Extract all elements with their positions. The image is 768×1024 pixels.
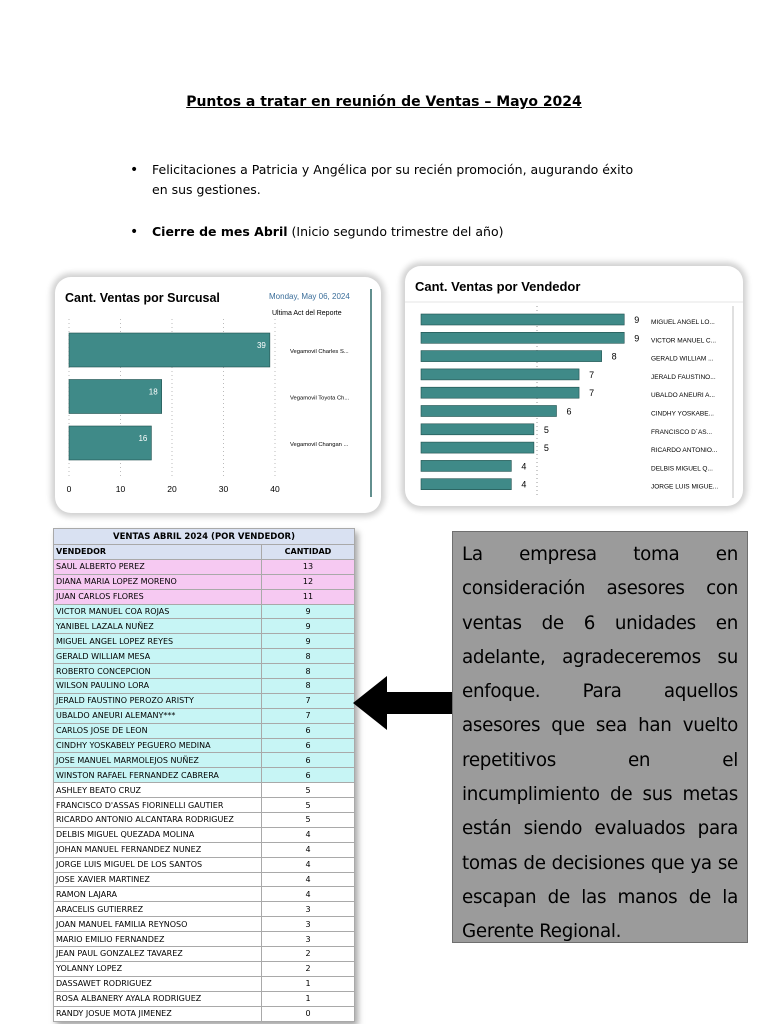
report-update-label: Ultima Act del Reporte: [272, 310, 342, 317]
seller-name-cell: JUAN CARLOS FLORES: [54, 589, 262, 604]
data-label: 9: [634, 315, 640, 325]
seller-name-cell: CINDHY YOSKABELY PEGUERO MEDINA: [54, 738, 262, 753]
table-title: VENTAS ABRIL 2024 (POR VENDEDOR): [54, 529, 355, 545]
report-date: Monday, May 06, 2024: [269, 292, 350, 301]
quantity-cell: 5: [262, 813, 355, 828]
table-row: [54, 991, 355, 1006]
seller-name-cell: ASHLEY BEATO CRUZ: [54, 783, 262, 798]
data-label: 7: [589, 388, 595, 399]
category-label: FRANCISCO D´AS...: [651, 428, 713, 436]
table-row: [54, 827, 355, 842]
quantity-cell: 12: [262, 574, 355, 589]
bar: [421, 314, 624, 325]
quantity-cell: 4: [262, 857, 355, 872]
chart-title: Cant. Ventas por Surcusal: [65, 291, 220, 305]
column-header-quantity: CANTIDAD: [262, 545, 355, 560]
quantity-cell: 9: [262, 619, 355, 634]
quantity-cell: 7: [262, 708, 355, 723]
quantity-cell: 3: [262, 932, 355, 947]
data-label: 4: [521, 479, 527, 490]
table-row: [54, 768, 355, 783]
data-label: 39: [256, 341, 266, 350]
seller-name-cell: ARACELIS GUTIERREZ: [54, 902, 262, 917]
table-row: [54, 857, 355, 872]
bar: [69, 380, 162, 414]
sales-by-seller-table: [53, 528, 355, 1022]
bar: [69, 426, 151, 460]
table-row: [54, 842, 355, 857]
quantity-cell: 3: [262, 917, 355, 932]
data-label: 7: [589, 369, 595, 380]
quantity-cell: 9: [262, 604, 355, 619]
category-label: CINDHY YOSKABE...: [651, 410, 714, 418]
table-row: [54, 961, 355, 976]
table-row: [54, 947, 355, 962]
category-label: Vegamovil Changan ...: [290, 442, 349, 448]
branch-sales-chart: [55, 277, 381, 513]
seller-name-cell: GERALD WILLIAM MESA: [54, 649, 262, 664]
data-label: 4: [521, 461, 527, 472]
bar: [69, 333, 270, 367]
quantity-cell: 4: [262, 827, 355, 842]
table-row: [54, 589, 355, 604]
bar: [421, 442, 534, 453]
seller-name-cell: JOSE XAVIER MARTINEZ: [54, 872, 262, 887]
table-row: [54, 976, 355, 991]
bullet-text: (Inicio segundo trimestre del año): [287, 224, 504, 239]
table-row: [54, 649, 355, 664]
quantity-cell: 1: [262, 976, 355, 991]
table-row: [54, 664, 355, 679]
table-row: [54, 574, 355, 589]
seller-name-cell: YOLANNY LOPEZ: [54, 961, 262, 976]
table-row: [54, 813, 355, 828]
bar: [421, 406, 556, 417]
category-label: Vegamovil Charles S...: [290, 349, 349, 355]
column-header-seller: VENDEDOR: [54, 545, 262, 560]
quantity-cell: 5: [262, 798, 355, 813]
seller-name-cell: JOHAN MANUEL FERNANDEZ NUNEZ: [54, 842, 262, 857]
x-tick-label: 40: [270, 484, 280, 494]
seller-name-cell: WINSTON RAFAEL FERNANDEZ CABRERA: [54, 768, 262, 783]
quantity-cell: 6: [262, 753, 355, 768]
table-row: [54, 738, 355, 753]
bar: [421, 369, 579, 380]
table-row: [54, 619, 355, 634]
quantity-cell: 8: [262, 679, 355, 694]
table-row: [54, 559, 355, 574]
table-row: [54, 753, 355, 768]
seller-name-cell: DASSAWET RODRIGUEZ: [54, 976, 262, 991]
category-label: JERALD FAUSTINO...: [651, 373, 716, 381]
bullet-bold-text: Cierre de mes Abril: [152, 224, 288, 239]
data-label: 8: [611, 351, 617, 362]
seller-name-cell: JEAN PAUL GONZALEZ TAVAREZ: [54, 947, 262, 962]
quantity-cell: 11: [262, 589, 355, 604]
table-row: [54, 723, 355, 738]
seller-sales-chart: [405, 266, 743, 506]
quantity-cell: 2: [262, 961, 355, 976]
x-tick-label: 30: [218, 484, 229, 494]
seller-sales-chart-panel: [405, 266, 743, 506]
seller-name-cell: DELBIS MIGUEL QUEZADA MOLINA: [54, 827, 262, 842]
quantity-cell: 6: [262, 768, 355, 783]
category-label: GERALD WILLIAM ...: [651, 355, 714, 363]
data-label: 5: [543, 424, 549, 435]
x-tick-label: 10: [115, 484, 126, 494]
bar: [421, 424, 534, 435]
seller-name-cell: CARLOS JOSE DE LEON: [54, 723, 262, 738]
x-tick-label: 20: [167, 484, 177, 494]
category-label: RICARDO ANTONIO...: [651, 447, 718, 455]
table-row: [54, 604, 355, 619]
seller-name-cell: FRANCISCO D'ASSAS FIORINELLI GAUTIER: [54, 798, 262, 813]
category-label: DELBIS MIGUEL Q...: [651, 465, 713, 473]
bar: [421, 387, 579, 398]
table-row: [54, 932, 355, 947]
quantity-cell: 6: [262, 738, 355, 753]
seller-name-cell: UBALDO ANEURI ALEMANY***: [54, 708, 262, 723]
quantity-cell: 0: [262, 1006, 355, 1021]
quantity-cell: 4: [262, 842, 355, 857]
data-label: 6: [566, 406, 572, 417]
table-row: [54, 902, 355, 917]
x-tick-label: 0: [66, 484, 72, 494]
quantity-cell: 3: [262, 902, 355, 917]
seller-name-cell: JOAN MANUEL FAMILIA REYNOSO: [54, 917, 262, 932]
seller-name-cell: SAUL ALBERTO PEREZ: [54, 559, 262, 574]
seller-name-cell: RICARDO ANTONIO ALCANTARA RODRIGUEZ: [54, 813, 262, 828]
bar: [421, 351, 602, 362]
category-label: UBALDO ANEURI A...: [651, 392, 715, 400]
table-row: [54, 693, 355, 708]
table-row: [54, 872, 355, 887]
chart-title: Cant. Ventas por Vendedor: [415, 279, 581, 294]
quantity-cell: 13: [262, 559, 355, 574]
bullet-list: [130, 160, 650, 264]
category-label: JORGE LUIS MIGUE...: [651, 483, 719, 491]
bar: [421, 479, 511, 490]
seller-name-cell: WILSON PAULINO LORA: [54, 679, 262, 694]
seller-name-cell: JOSE MANUEL MARMOLEJOS NUÑEZ: [54, 753, 262, 768]
quantity-cell: 1: [262, 991, 355, 1006]
table-row: [54, 679, 355, 694]
quantity-cell: 6: [262, 723, 355, 738]
table-row: [54, 798, 355, 813]
data-label: 5: [543, 443, 549, 454]
bar: [421, 332, 624, 343]
seller-name-cell: JERALD FAUSTINO PEROZO ARISTY: [54, 693, 262, 708]
seller-name-cell: RAMON LAJARA: [54, 887, 262, 902]
bullet-month-close: [130, 222, 650, 242]
table-row: [54, 887, 355, 902]
bullet-text: Felicitaciones a Patricia y Angélica por su recién promoción, augurando éxito en sus gestiones.: [152, 162, 634, 197]
quantity-cell: 4: [262, 872, 355, 887]
seller-name-cell: ROSA ALBANERY AYALA RODRIGUEZ: [54, 991, 262, 1006]
seller-name-cell: YANIBEL LAZALA NUÑEZ: [54, 619, 262, 634]
quantity-cell: 9: [262, 634, 355, 649]
quantity-cell: 7: [262, 693, 355, 708]
table-row: [54, 917, 355, 932]
quantity-cell: 2: [262, 947, 355, 962]
category-label: Vegamovil Toyota Ch...: [290, 395, 350, 402]
data-label: 9: [634, 333, 640, 344]
quantity-cell: 4: [262, 887, 355, 902]
quantity-cell: 8: [262, 664, 355, 679]
seller-name-cell: VICTOR MANUEL COA ROJAS: [54, 604, 262, 619]
quantity-cell: 5: [262, 783, 355, 798]
seller-name-cell: MIGUEL ANGEL LOPEZ REYES: [54, 634, 262, 649]
note-text: La empresa toma en consideración asesores con ventas de 6 unidades en adelante, agradeceremos su enfoque. Para aquellos asesores que sea han vuelto repetitivos en el incumplimiento de sus metas están siendo evaluados para tomas de decisiones que ya se escapan de las manos de la Gerente Regional.: [462, 544, 738, 943]
bar: [421, 460, 511, 471]
document-title: Puntos a tratar en reunión de Ventas – Mayo 2024: [186, 94, 582, 110]
category-label: MIGUEL ANGEL LO...: [651, 319, 715, 326]
table-row: [54, 783, 355, 798]
seller-name-cell: ROBERTO CONCEPCION: [54, 664, 262, 679]
note-box: [452, 531, 748, 943]
seller-name-cell: DIANA MARIA LOPEZ MORENO: [54, 574, 262, 589]
seller-name-cell: JORGE LUIS MIGUEL DE LOS SANTOS: [54, 857, 262, 872]
sales-table-container: [53, 528, 355, 1022]
table-row: [54, 634, 355, 649]
table-body: [54, 559, 355, 1021]
bullet-congratulations: [130, 160, 650, 200]
quantity-cell: 8: [262, 649, 355, 664]
category-label: VICTOR MANUEL C...: [651, 337, 717, 345]
table-row: [54, 1006, 355, 1021]
table-row: [54, 708, 355, 723]
seller-name-cell: MARIO EMILIO FERNANDEZ: [54, 932, 262, 947]
data-label: 18: [148, 387, 158, 397]
branch-sales-chart-panel: [55, 277, 381, 513]
data-label: 16: [138, 434, 148, 443]
left-arrow-icon: [353, 676, 455, 730]
seller-name-cell: RANDY JOSUE MOTA JIMENEZ: [54, 1006, 262, 1021]
